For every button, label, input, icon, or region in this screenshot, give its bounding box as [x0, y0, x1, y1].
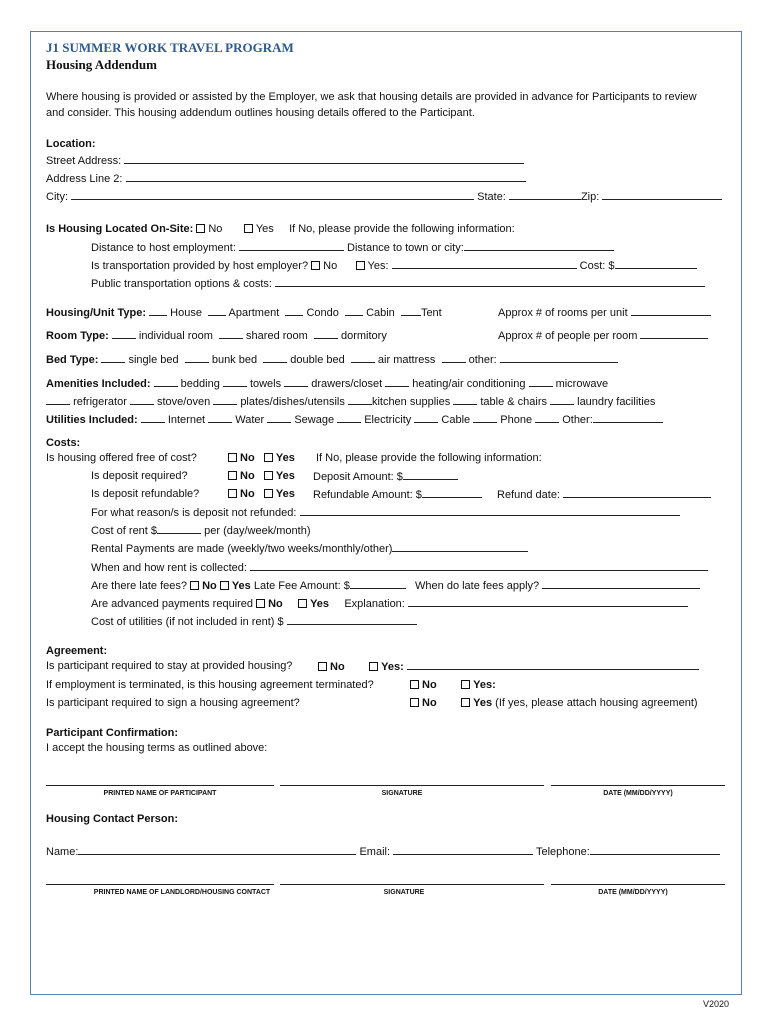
unit-condo-blank[interactable] [285, 305, 303, 316]
deposit-amount-field[interactable] [403, 469, 458, 480]
utility-sewage-label: Sewage [294, 414, 335, 426]
sign-yes-checkbox[interactable] [461, 698, 470, 707]
late-fees-row [91, 578, 700, 593]
free-cost-options [228, 451, 295, 465]
transport-cost-field[interactable] [615, 258, 697, 269]
utility-internet-label: Internet [167, 414, 206, 426]
sign-note: (If yes, please attach housing agreement) [495, 697, 698, 709]
street-address-field[interactable] [124, 153, 524, 164]
utility-electricity-blank[interactable] [337, 412, 361, 423]
room-individual-blank[interactable] [112, 328, 136, 339]
collected-label: When and how rent is collected: [91, 562, 247, 574]
stay-yes-label: Yes: [381, 661, 404, 673]
collected-field[interactable] [250, 560, 708, 571]
location-heading: Location: [46, 138, 96, 150]
room-dorm-label: dormitory [341, 330, 387, 342]
utility-other-blank[interactable] [535, 412, 559, 423]
transport-yes-field[interactable] [392, 258, 577, 269]
late-fees-yes-checkbox[interactable] [220, 581, 229, 590]
amenity-fridge-label: refrigerator [73, 396, 127, 408]
room-dorm-blank[interactable] [314, 328, 338, 339]
landlord-name-line[interactable] [46, 884, 274, 885]
room-type-row [46, 328, 387, 343]
explanation-field[interactable] [408, 596, 688, 607]
amenity-heating-label: heating/air conditioning [412, 378, 526, 390]
amenity-table-blank[interactable] [453, 394, 477, 405]
transport-yes-label: Yes: [367, 260, 389, 272]
bed-type-row [46, 352, 618, 367]
rent-cost-row [91, 523, 311, 538]
bed-other-label: other: [468, 354, 497, 366]
landlord-name-caption: PRINTED NAME OF LANDLORD/HOUSING CONTACT [93, 889, 271, 896]
amenity-drawers-label: drawers/closet [311, 378, 383, 390]
page-title: J1 SUMMER WORK TRAVEL PROGRAM [46, 40, 294, 55]
unit-type-label: Housing/Unit Type: [46, 307, 147, 319]
contact-name-label: Name: [46, 846, 79, 858]
amenities-label: Amenities Included: [46, 378, 151, 390]
amenity-bedding-blank[interactable] [154, 376, 178, 387]
not-refunded-field[interactable] [300, 505, 680, 516]
amenity-fridge-blank[interactable] [46, 394, 70, 405]
free-cost-yes-checkbox[interactable] [264, 453, 273, 462]
late-amount-field[interactable] [350, 578, 406, 589]
free-cost-question: Is housing offered free of cost? [46, 452, 197, 464]
costs-heading: Costs: [46, 437, 81, 449]
deposit-refundable-question: Is deposit refundable? [91, 488, 200, 500]
state-field[interactable] [509, 189, 581, 200]
costs-ifno-text: If No, please provide the following information: [316, 452, 542, 464]
stay-yes-checkbox[interactable] [369, 662, 378, 671]
utility-cable-blank[interactable] [414, 412, 438, 423]
participant-signature-caption: SIGNATURE [381, 790, 423, 797]
utilities-cost-field[interactable] [287, 614, 417, 625]
bed-double-blank[interactable] [263, 352, 287, 363]
contact-email-field[interactable] [393, 844, 533, 855]
advance-payments-question: Are advanced payments required [91, 598, 254, 610]
participant-date-line[interactable] [551, 785, 725, 786]
contact-name-field[interactable] [78, 844, 356, 855]
late-when-field[interactable] [542, 578, 700, 589]
bed-single-blank[interactable] [101, 352, 125, 363]
unit-type-row [46, 305, 442, 320]
advance-no-checkbox[interactable] [256, 599, 265, 608]
stay-yes-field[interactable] [407, 659, 699, 670]
bed-air-label: air mattress [377, 354, 436, 366]
unit-condo-label: Condo [306, 307, 339, 319]
unit-tent-label: Tent [420, 307, 442, 319]
transport-no-checkbox[interactable] [311, 261, 320, 270]
participant-name-caption: PRINTED NAME OF PARTICIPANT [103, 790, 217, 797]
late-amount-label: Late Fee Amount: $ [253, 580, 350, 592]
payments-label: Rental Payments are made (weekly/two weeks/monthly/other) [91, 543, 393, 555]
address-line2-field[interactable] [126, 171, 526, 182]
bed-bunk-label: bunk bed [211, 354, 258, 366]
amenity-plates-blank[interactable] [213, 394, 237, 405]
utilities-cost-label: Cost of utilities (if not included in rent) $ [91, 616, 284, 628]
unit-cabin-blank[interactable] [345, 305, 363, 316]
advance-yes-label: Yes [310, 598, 330, 610]
refundable-amount-row [313, 487, 482, 502]
participant-signature-line[interactable] [280, 785, 544, 786]
not-refunded-row [91, 505, 680, 520]
room-shared-blank[interactable] [219, 328, 243, 339]
landlord-date-caption: DATE (MM/DD/YYYY) [598, 889, 668, 896]
amenity-microwave-label: microwave [555, 378, 609, 390]
rent-cost-label: Cost of rent $ [91, 525, 158, 537]
amenity-stove-label: stove/oven [156, 396, 211, 408]
transport-question: Is transportation provided by host employer? [91, 260, 309, 272]
late-fees-no-label: No [202, 580, 217, 592]
free-cost-yes-label: Yes [275, 452, 295, 464]
bed-other-blank[interactable] [442, 352, 466, 363]
utility-phone-blank[interactable] [473, 412, 497, 423]
deposit-required-no-label: No [240, 470, 255, 482]
version-label: V2020 [703, 999, 730, 1009]
refund-date-field[interactable] [563, 487, 711, 498]
advance-payments-row [91, 596, 688, 611]
refund-date-label: Refund date: [497, 489, 560, 501]
unit-apartment-blank[interactable] [208, 305, 226, 316]
free-cost-no-label: No [240, 452, 255, 464]
deposit-amount-row [313, 469, 458, 484]
city-row [46, 189, 722, 204]
contact-email-label: Email: [359, 846, 391, 858]
sign-no-checkbox[interactable] [410, 698, 419, 707]
transport-no-label: No [323, 260, 338, 272]
terminated-no-label: No [422, 679, 437, 691]
stay-no-label: No [330, 661, 345, 673]
contact-telephone-field[interactable] [590, 844, 720, 855]
people-per-room-row [498, 328, 708, 343]
distance-host-label: Distance to host employment: [91, 242, 236, 254]
participant-date-caption: DATE (MM/DD/YYYY) [603, 790, 673, 797]
refundable-amount-label: Refundable Amount: $ [313, 489, 422, 501]
utility-cable-label: Cable [441, 414, 471, 426]
terminated-yes-label: Yes: [473, 679, 496, 691]
zip-field[interactable] [602, 189, 722, 200]
amenity-microwave-blank[interactable] [529, 376, 553, 387]
public-transport-row [91, 276, 705, 291]
utility-sewage-blank[interactable] [267, 412, 291, 423]
rooms-per-unit-row [498, 305, 711, 320]
utilities-label: Utilities Included: [46, 414, 138, 426]
transport-cost-label: Cost: $ [579, 260, 615, 272]
deposit-refundable-yes-checkbox[interactable] [264, 489, 273, 498]
late-fees-question: Are there late fees? [91, 580, 188, 592]
onsite-no-checkbox[interactable] [196, 224, 205, 233]
street-address-label: Street Address: [46, 155, 122, 167]
advance-no-label: No [268, 598, 283, 610]
onsite-ifno-text: If No, please provide the following information: [289, 223, 515, 235]
amenities-row-2 [46, 394, 655, 409]
contact-heading: Housing Contact Person: [46, 813, 179, 825]
intro-line-1: Where housing is provided or assisted by the Employer, we ask that housing details are provided in advance for Participants to review [46, 91, 697, 103]
payments-row [91, 541, 528, 556]
address-line2-row [46, 171, 526, 186]
unit-house-blank[interactable] [149, 305, 167, 316]
public-transport-label: Public transportation options & costs: [91, 278, 272, 290]
deposit-refundable-options [228, 487, 295, 501]
utility-other-label: Other: [562, 414, 593, 426]
zip-label: Zip: [580, 191, 600, 203]
city-field[interactable] [71, 189, 474, 200]
terminated-yes-checkbox[interactable] [461, 680, 470, 689]
amenity-kitchen-label: kitchen supplies [371, 396, 451, 408]
participant-name-line[interactable] [46, 785, 274, 786]
contact-row [46, 844, 720, 859]
distance-host-field[interactable] [239, 240, 344, 251]
room-individual-label: individual room [138, 330, 213, 342]
amenities-row-1 [46, 376, 608, 391]
onsite-row [46, 222, 515, 236]
landlord-signature-caption: SIGNATURE [383, 889, 425, 896]
city-label: City: [46, 191, 68, 203]
unit-tent-blank[interactable] [401, 305, 421, 316]
free-cost-no-checkbox[interactable] [228, 453, 237, 462]
refund-date-row [497, 487, 711, 502]
utility-water-label: Water [235, 414, 265, 426]
terminated-options [410, 678, 496, 692]
onsite-label: Is Housing Located On-Site: [46, 223, 194, 235]
rent-period-label: per (day/week/month) [204, 525, 311, 537]
utility-other-field[interactable] [593, 412, 663, 423]
amenity-kitchen-blank[interactable] [348, 394, 372, 405]
sign-question: Is participant required to sign a housing agreement? [46, 697, 300, 709]
payments-field[interactable] [392, 541, 528, 552]
room-type-label: Room Type: [46, 330, 109, 342]
intro-line-2: and consider. This housing addendum outlines housing details offered to the Participant. [46, 107, 475, 119]
amenity-towels-blank[interactable] [223, 376, 247, 387]
deposit-required-no-checkbox[interactable] [228, 471, 237, 480]
utilities-row [46, 412, 663, 427]
people-per-room-field[interactable] [640, 328, 708, 339]
refundable-amount-field[interactable] [422, 487, 482, 498]
distance-town-field[interactable] [464, 240, 614, 251]
onsite-yes-checkbox[interactable] [244, 224, 253, 233]
bed-double-label: double bed [290, 354, 345, 366]
amenity-plates-label: plates/dishes/utensils [240, 396, 345, 408]
amenity-bedding-label: bedding [180, 378, 220, 390]
people-per-room-label: Approx # of people per room [498, 330, 638, 342]
room-shared-label: shared room [246, 330, 308, 342]
unit-house-label: House [170, 307, 202, 319]
landlord-date-line[interactable] [551, 884, 725, 885]
deposit-refundable-yes-label: Yes [275, 488, 295, 500]
contact-telephone-label: Telephone: [535, 846, 590, 858]
rooms-per-unit-field[interactable] [631, 305, 711, 316]
onsite-yes-label: Yes [255, 223, 274, 235]
distance-row [91, 240, 614, 255]
amenity-laundry-blank[interactable] [550, 394, 574, 405]
amenity-stove-blank[interactable] [130, 394, 154, 405]
not-refunded-label: For what reason/s is deposit not refunded: [91, 507, 297, 519]
stay-options [318, 659, 699, 674]
street-address-row [46, 153, 524, 168]
utility-internet-blank[interactable] [141, 412, 165, 423]
rent-cost-field[interactable] [157, 523, 201, 534]
transport-row [91, 258, 697, 273]
stay-no-checkbox[interactable] [318, 662, 327, 671]
transport-yes-checkbox[interactable] [356, 261, 365, 270]
sign-no-label: No [422, 697, 437, 709]
sign-yes-label: Yes [473, 697, 493, 709]
bed-air-blank[interactable] [351, 352, 375, 363]
state-label: State: [477, 191, 506, 203]
amenity-heating-blank[interactable] [385, 376, 409, 387]
deposit-refundable-no-checkbox[interactable] [228, 489, 237, 498]
utility-phone-label: Phone [500, 414, 533, 426]
utility-electricity-label: Electricity [364, 414, 412, 426]
terminated-question: If employment is terminated, is this housing agreement terminated? [46, 679, 374, 691]
sign-options [410, 696, 698, 710]
amenity-laundry-label: laundry facilities [577, 396, 656, 408]
rooms-per-unit-label: Approx # of rooms per unit [498, 307, 628, 319]
address-line2-label: Address Line 2: [46, 173, 123, 185]
deposit-required-options [228, 469, 295, 483]
unit-apartment-label: Apartment [228, 307, 280, 319]
terminated-no-checkbox[interactable] [410, 680, 419, 689]
confirmation-heading: Participant Confirmation: [46, 727, 179, 739]
landlord-signature-line[interactable] [280, 884, 544, 885]
deposit-required-question: Is deposit required? [91, 470, 188, 482]
public-transport-field[interactable] [275, 276, 705, 287]
utility-water-blank[interactable] [208, 412, 232, 423]
stay-question: Is participant required to stay at provided housing? [46, 660, 293, 672]
bed-other-field[interactable] [500, 352, 618, 363]
amenity-towels-label: towels [249, 378, 282, 390]
collected-row [91, 560, 708, 575]
utilities-cost-row [91, 614, 417, 629]
deposit-amount-label: Deposit Amount: $ [313, 471, 403, 483]
confirmation-accept-text: I accept the housing terms as outlined above: [46, 742, 268, 754]
deposit-required-yes-label: Yes [275, 470, 295, 482]
bed-bunk-blank[interactable] [185, 352, 209, 363]
onsite-no-label: No [208, 223, 223, 235]
amenity-table-label: table & chairs [480, 396, 547, 408]
late-fees-no-checkbox[interactable] [190, 581, 199, 590]
distance-town-label: Distance to town or city: [347, 242, 464, 254]
late-fees-yes-label: Yes [231, 580, 251, 592]
explanation-label: Explanation: [344, 598, 405, 610]
deposit-refundable-no-label: No [240, 488, 255, 500]
bed-type-label: Bed Type: [46, 354, 99, 366]
amenity-drawers-blank[interactable] [284, 376, 308, 387]
deposit-required-yes-checkbox[interactable] [264, 471, 273, 480]
advance-yes-checkbox[interactable] [298, 599, 307, 608]
unit-cabin-label: Cabin [366, 307, 395, 319]
bed-single-label: single bed [128, 354, 179, 366]
agreement-heading: Agreement: [46, 645, 108, 657]
page-subtitle: Housing Addendum [46, 57, 157, 72]
late-when-label: When do late fees apply? [415, 580, 540, 592]
